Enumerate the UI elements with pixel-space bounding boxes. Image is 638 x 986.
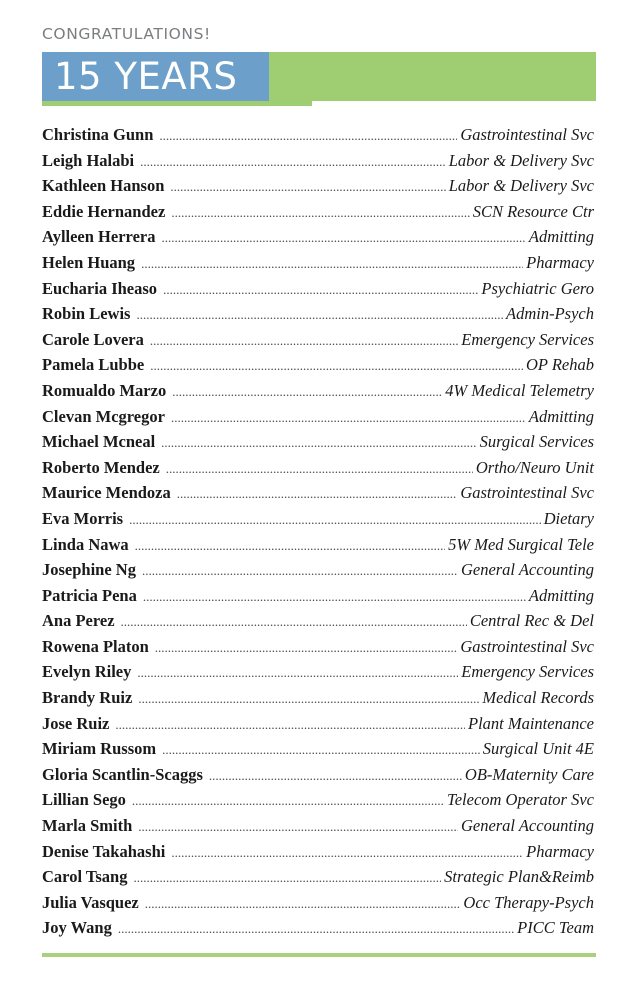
honoree-department: Dietary [543,508,594,528]
honoree-row [42,122,594,148]
dot-leader [118,916,514,942]
dot-leader [138,686,479,712]
honoree-row [42,685,594,711]
dot-leader [150,353,523,379]
honoree-name: Pamela Lubbe [42,355,145,375]
honoree-row [42,787,594,813]
honoree-row [42,480,594,506]
dot-leader [140,149,446,175]
dot-leader [171,200,469,226]
honoree-name: Miriam Russom [42,739,157,759]
honoree-department: 4W Medical Telemetry [445,380,594,400]
honoree-name: Roberto Mendez [42,457,160,477]
honoree-department: Emergency Services [461,662,594,682]
honoree-department: Admin-Psych [506,304,594,324]
honoree-row [42,199,594,225]
honoree-name: Evelyn Riley [42,662,132,682]
honoree-name: Kathleen Hanson [42,176,165,196]
honoree-row [42,659,594,685]
honoree-row [42,327,594,353]
honoree-name: Carole Lovera [42,329,144,349]
honoree-department: Admitting [528,227,594,247]
honoree-department: Admitting [528,585,594,605]
dot-leader [171,405,526,431]
honoree-row [42,506,594,532]
banner-underline [42,101,312,106]
honoree-row [42,173,594,199]
honoree-department: Strategic Plan&Reimb [444,867,594,887]
honoree-name: Denise Takahashi [42,841,166,861]
honoree-department: Surgical Services [479,432,594,452]
honoree-department: OB-Maternity Care [464,764,594,784]
honoree-department: PICC Team [517,918,594,938]
honoree-row [42,608,594,634]
dot-leader [159,123,457,149]
honoree-row [42,455,594,481]
honoree-name: Gloria Scantlin-Scaggs [42,764,203,784]
honoree-department: Gastrointestinal Svc [460,636,594,656]
honoree-department: Labor & Delivery Svc [448,176,594,196]
dot-leader [132,788,444,814]
honoree-department: Gastrointestinal Svc [460,483,594,503]
honoree-name: Ana Perez [42,611,115,631]
dot-leader [121,609,467,635]
dot-leader [209,763,462,789]
honoree-row [42,352,594,378]
honoree-department: 5W Med Surgical Tele [448,534,594,554]
dot-leader [161,430,476,456]
honoree-name: Patricia Pena [42,585,137,605]
honoree-department: Plant Maintenance [467,713,594,733]
honoree-department: General Accounting [460,816,594,836]
congratulations-label: CONGRATULATIONS! [42,25,211,43]
honoree-name: Eucharia Iheaso [42,278,158,298]
honoree-name: Rowena Platon [42,636,149,656]
dot-leader [161,225,525,251]
honoree-department: SCN Resource Ctr [472,201,594,221]
dot-leader [136,302,503,328]
honoree-row [42,634,594,660]
honoree-name: Eva Morris [42,508,124,528]
honoree-name: Romualdo Marzo [42,380,167,400]
honoree-name: Brandy Ruiz [42,688,133,708]
honoree-row [42,224,594,250]
honoree-department: Surgical Unit 4E [482,739,594,759]
honoree-department: Emergency Services [461,329,594,349]
honoree-department: Pharmacy [526,841,594,861]
honoree-row [42,250,594,276]
honoree-department: OP Rehab [526,355,594,375]
honoree-name: Jose Ruiz [42,713,110,733]
honoree-row [42,378,594,404]
dot-leader [155,635,458,661]
dot-leader [135,533,445,559]
dot-leader [141,251,523,277]
honoree-name: Leigh Halabi [42,150,135,170]
honoree-name: Maurice Mendoza [42,483,171,503]
honoree-row [42,736,594,762]
dot-leader [162,737,480,763]
honoree-name: Julia Vasquez [42,892,139,912]
dot-leader [150,328,458,354]
honoree-name: Aylleen Herrera [42,227,156,247]
honoree-department: Medical Records [482,688,594,708]
honoree-department: Admitting [528,406,594,426]
honoree-row [42,890,594,916]
honoree-name: Robin Lewis [42,304,131,324]
honoree-name: Marla Smith [42,816,133,836]
dot-leader [170,174,445,200]
honoree-row [42,301,594,327]
dot-leader [166,456,473,482]
honoree-row [42,557,594,583]
honoree-list [42,122,594,941]
honoree-row [42,915,594,941]
honoree-name: Michael Mcneal [42,432,156,452]
honoree-department: Ortho/Neuro Unit [475,457,594,477]
years-title: 15 YEARS [54,55,238,98]
honoree-name: Lillian Sego [42,790,126,810]
honoree-name: Christina Gunn [42,125,154,144]
dot-leader [137,660,458,686]
honoree-department: Labor & Delivery Svc [448,150,594,170]
dot-leader [143,584,526,610]
honoree-row [42,532,594,558]
honoree-row [42,429,594,455]
footer-divider [42,953,596,957]
dot-leader [145,891,461,917]
honoree-department: General Accounting [460,560,594,580]
dot-leader [133,865,441,891]
dot-leader [171,840,523,866]
dot-leader [129,507,540,533]
honoree-department: Telecom Operator Svc [447,790,594,810]
honoree-department: Gastrointestinal Svc [460,125,594,144]
honoree-name: Clevan Mcgregor [42,406,165,426]
honoree-row [42,711,594,737]
dot-leader [142,558,458,584]
honoree-row [42,839,594,865]
honoree-row [42,762,594,788]
dot-leader [172,379,442,405]
honoree-row [42,864,594,890]
honoree-name: Carol Tsang [42,867,128,887]
honoree-department: Occ Therapy-Psych [463,892,594,912]
honoree-row [42,148,594,174]
banner-green-block [269,52,596,101]
dot-leader [163,277,478,303]
honoree-name: Helen Huang [42,252,136,272]
honoree-name: Josephine Ng [42,560,136,580]
honoree-name: Eddie Hernandez [42,201,166,221]
dot-leader [115,712,465,738]
honoree-name: Joy Wang [42,918,112,938]
honoree-department: Pharmacy [526,252,594,272]
dot-leader [177,481,458,507]
honoree-row [42,276,594,302]
honoree-row [42,404,594,430]
honoree-row [42,583,594,609]
honoree-department: Central Rec & Del [469,611,594,631]
dot-leader [138,814,458,840]
honoree-department: Psychiatric Gero [481,278,594,298]
honoree-name: Linda Nawa [42,534,129,554]
honoree-row [42,813,594,839]
